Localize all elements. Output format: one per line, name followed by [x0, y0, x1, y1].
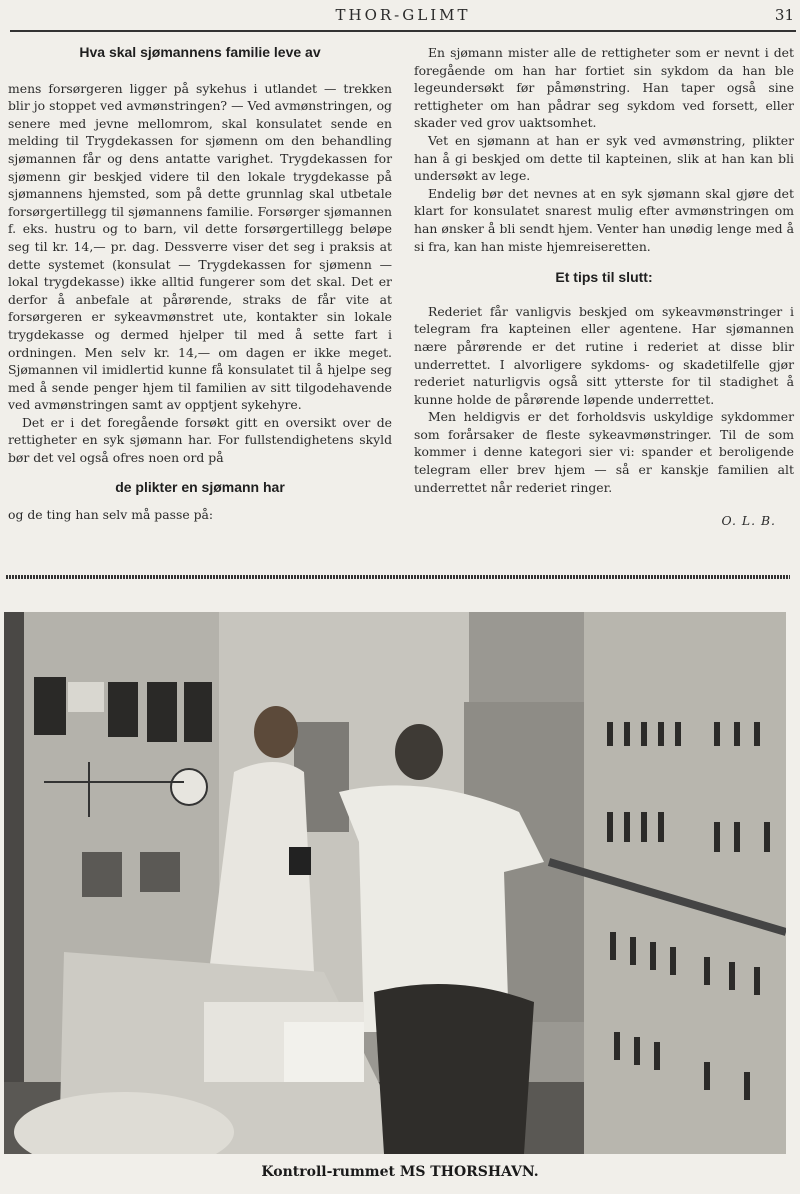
left-paragraph-1: mens forsørgeren ligger på sykehus i utlandet — trekken blir jo stoppet ved avmønstringen? — Ved avmønstringen, og senere med jevne mellomrom, skal konsulatet sende en melding til Trygdekassen for sjømenn om den behandling sjømannen får og dens antatte varighet. Trygdekassen for sjømenn gir beskjed videre til den lokale trygdekasse på sjømannens hjemsted, som på dette grunnlag skal utbetale forsørgertillegg til sjømannens familie. Forsørger sjømannen f. eks. hustru og to barn, vil dette forsørgertillegg beløpe seg til kr. 14,— pr. dag. Dessverre viser det seg i praksis at dette systemet (konsulat — Trygdekassen for sjømenn — lokal trygdekasse) ikke alltid fungerer som det skal. Det er derfor å anbefale at pårørende, straks de får vite at forsørgeren er sykeavmønstret ute, kontakter sin lokale trygdekasse og dermed hjelper til med å sette fart i ordningen. Men selv kr. 14,— om dagen er ikke meget. Sjømannen vil imidlertid kunne få konsulatet til å hjelpe seg med å sende penger hjem til familien av sitt tilgodehavende ved avmønstringen samt av opptjent sykehyre.	[8, 80, 392, 413]
author-signature: O. L. B.	[721, 513, 776, 529]
photo-caption: Kontroll-rummet MS THORSHAVN.	[261, 1164, 539, 1180]
page-header	[10, 4, 796, 32]
right-column	[414, 44, 794, 530]
right-paragraph-3: Endelig bør det nevnes at en syk sjømann skal gjøre det klart for konsulatet snarest mulig efter avmønstringen om han ønsker å bli sendt hjem. Venter han unødig lenge med å si fra, kan han miste hjemreiseretten.	[414, 185, 794, 254]
tips-heading: Et tips til slutt:	[555, 269, 653, 286]
control-room-photo	[4, 612, 786, 1154]
right-paragraph-2: Vet en sjømann at han er syk ved avmønstring, plikter han å gi beskjed om dette til kapteinen, slik at han kan bli undersøkt av lege.	[414, 132, 794, 184]
magazine-title: THOR-GLIMT	[335, 6, 471, 24]
dotted-divider	[6, 575, 790, 579]
left-closing-line: og de ting han selv må passe på:	[8, 507, 214, 523]
tips-paragraph-1: Rederiet får vanligvis beskjed om sykeavmønstringer i telegram fra kapteinen eller agentene. Har sjømannen nære pårørende er det rutine i rederiet at disse blir underrettet. I alvorligere sykdoms- og skadetilfelle gjør rederiet naturligvis også sitt ytterste for til stadighet å kunne holde de pårørende løpende underrettet.	[414, 303, 794, 407]
section-subheading: de plikter en sjømann har	[115, 478, 285, 495]
left-column	[8, 44, 392, 524]
left-paragraph-2: Det er i det foregående forsøkt gitt en oversikt over de rettigheter en syk sjømann har. For fullstendighetens skyld bør det vel også ofres noen ord på	[8, 414, 392, 466]
page-number: 31	[774, 6, 794, 24]
tips-paragraph-2: Men heldigvis er det forholdsvis uskyldige sykdommer som forårsaker de fleste sykeavmønstringer. Til de som kommer i denne kategori sier vi: spander et beroligende telegram eller brev hjem — så er kanskje familien alt underrettet når rederiet ringer.	[414, 409, 794, 495]
right-paragraph-1: En sjømann mister alle de rettigheter som er nevnt i det foregående om han har fortiet sin sykdom da han ble legeundersøkt før påmønstring. Han taper også sine rettigheter om han pådrar seg sykdom ved forsett, eller skader ved grov uaktsomhet.	[414, 45, 794, 131]
article-heading: Hva skal sjømannens familie leve av	[79, 44, 321, 60]
